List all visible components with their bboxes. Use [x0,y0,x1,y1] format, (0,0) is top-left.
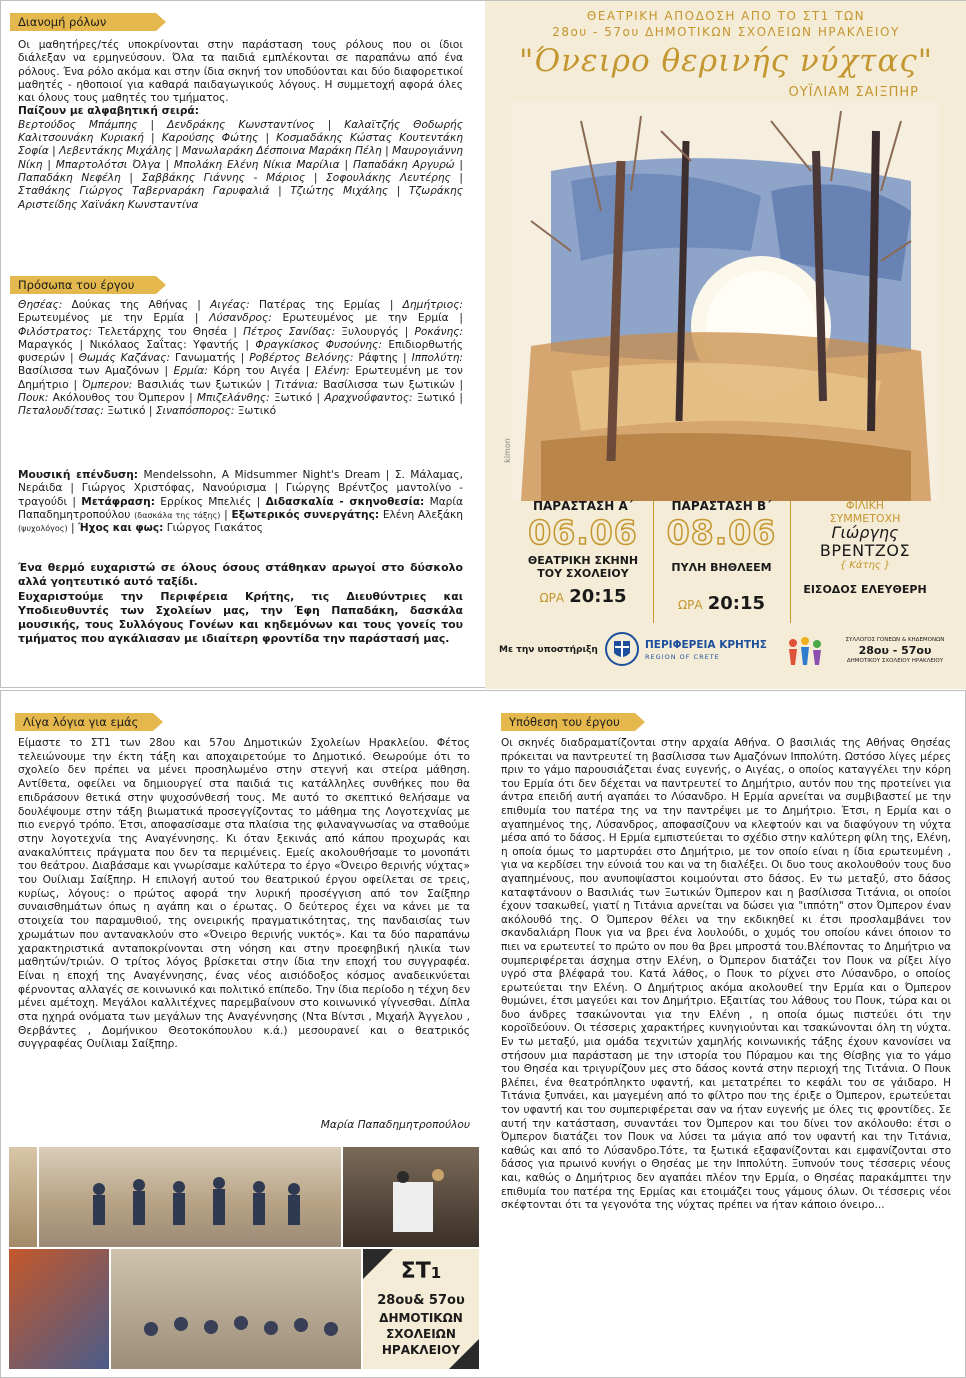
translation-label: Μετάφραση: [81,495,155,508]
about-text: Είμαστε το ΣΤ1 των 28ου και 57ου Δημοτικών Σχολείων Ηρακλείου. Φέτος τελειώνουμε την έκτη τάξη και αποχαιρετούμε το Δημοτικό. Θεωρούμε ότι το σχολείο δεν πρέπει να μένει προσηλωμένο στην στεγνή και στείρα μάθηση. Αντίθετα, οφείλει να δημιουργεί στα παιδιά τις κατάλληλες συνθήκες που θα επιδράσουν θετικά στην ψυχοσύνθεσή τους. Με αυτό το σκεπτικό θελήσαμε να δουλέψουμε στην τάξη βιωματικά προσεγγίζοντας το μάθημα της Λογοτεχνίας με πιο ενεργό τρόπο. Έτσι, αποφασίσαμε στα πλαίσια της φιλαναγνωσίας να σταθούμε στην λογοτεχνία της Αναγέννησης. Κι όταν ξεκινάς από κάπου προχωράς και ανακαλύπτεις πράγματα που δεν τα περιμένεις. Εμείς ακολουθήσαμε το μονοπάτι του θεάτρου. Διαβάσαμε και γνωρίσαμε καλύτερα το έργο «Όνειρο θερινής νύχτας» του Ουίλιαμ Σαίξπηρ. Η επιλογή αυτού του θεατρικού έργου οφείλεται σε τρεις, κυρίως, λόγους: ο πρώτος αφορά την λυρική προσέγγιση από τον Σαίξπηρ συναισθημάτων όπως η αγάπη και ο έρωτας. Ο δεύτερος έχει να κάνει με τα στοιχεία του παραμυθιού, της ονειρικής πραγματικότητας, της πανδαισίας των χρωμάτων που αντανακλούν στο «Όνειρο θερινής νυκτός». Και τα δύο παραπάνω χαρακτηριστικά ανταποκρίνονται στη νόηση και στην προεφηβική ηλικία των μαθητών/τριών. Ο τρίτος λόγος βρίσκεται στην ίδια την εποχή του συγγραφέα. Είναι η εποχή της Αναγέννησης, ένας νέος αισιόδοξος κόσμος αναδεικνύεται φέρνοντας αλλαγές σε κοινωνικό και πολιτικό επίπεδο. Την ίδια περίοδο η τέχνη δεν μένει αμέτοχη. Μεγάλοι καλλιτέχνες παρεμβαίνουν στο κοινωνικό γίγνεσθαι. Δίπλα στα ηχηρά ονόματα των μεγάλων της Αναγέννησης (Ντα Βίντσι , Μιχαήλ Άγγελου , Θερβάντες , Δομήνικου Θεοτοκόπουλου κ.ά.) μεσουρανεί και ο θεατρικός συγγραφέας Ουίλιαμ Σαίξπηρ. [18,737,470,1051]
free-entry: ΕΙΣΟΔΟΣ ΕΛΕΥΘΕΡΗ [803,583,927,596]
perf-a-time: 20:15 [569,586,627,607]
parents-association-logo [785,635,825,669]
roles-intro: Οι μαθητήρες/τές υποκρίνονται στην παράσταση τους ρόλους που οι ίδιοι διάλεξαν να ερμηνεύσουν. Όλα τα παιδιά εμπλέκονται σε παραπάνω από ένα ρόλους. Ένα ρόλο ακόμα και στην ίδια σκηνή τον υποδύονται και δύο διαφορετικοί μαθητές - ηθοποιοί για καθαρά παιδαγωγικούς λόγους. Η συμμετοχή αφορά όλες και όλους τους μαθητές του τμήματος. [18,39,463,105]
character-description: Γανωματής [174,352,236,365]
character-description: Επιδιορθωτής φυσερών [18,338,463,365]
character-description: Ερωτευμένος με την Ερμία [18,312,185,325]
photo-group-circle [111,1249,361,1369]
direction-note: (δασκάλα της τάξης) [134,510,221,520]
character-description: Κόρη του Αιγέα [213,365,301,378]
poster [485,1,966,689]
photo-reading [9,1249,109,1369]
badge-line-3: ΔΗΜΟΤΙΚΩΝ [379,1311,463,1325]
character-name: Πεταλουδίτσας: [18,405,108,418]
plot-text: Οι σκηνές διαδραματίζονται στην αρχαία Αθήνα. Ο βασιλιάς της Αθήνας Θησέας πρόκειται να παντρευτεί τη βασίλισσα των Αμαζόνων Ιππολύτη. Ωστόσο λίγες μέρες πριν το γάμο παρουσιάζεται ένας ευγενής, ο Αιγέας, ο οποίος καταγγέλει την κόρη του Ερμία ότι δεν δέχεται να παντρευτεί το Δημήτριο, αυτόν που της προτείνει για άντρα επειδή αυτή αγαπάει το Λύσανδρο. Η Ερμία αρνείται να συμβιβαστεί με την επιθυμία του πατέρα της να την παντρέψει με το Δημήτριο. Έτσι, η Ερμία και ο αγαπημένος της, Λύσανδρος, αποφασίζουν να κλεφτούν και να διαφύγουν τη νύχτα μέσα από το δάσος. Η Ερμία εμπιστεύεται το σχέδιο στην καλύτερη φίλη της, Ελένη, η οποία όμως το μαρτυράει στο Δημήτριο, με τον οποίο είναι η ίδια ερωτευμένη , για να κερδίσει την εύνοιά του και να τη διαλέξει. Οι δυο τους ακολουθούν τους δυο αγαπημένους, που ανυποψίαστοι κοιμούνται στο δάσος. Εν τω μεταξύ, στο δάσος καταφτάνουν ο Βασιλιάς των Ξωτικών Όμπερον και η βασίλισσα Τιτάνια, οι οποίοι έχουν τσακωθεί, γιατί η Τιτάνια αρνείται να δώσει για "ιππότη" στον Όμπερον έναν ακόλουθό της. Ο Όμπερον θέλει να την εκδικηθεί κι έτσι προσλαμβάνει τον σκανδαλιάρη Πουκ για να βρει ένα λουλούδι, ο χυμός του οποίου κάνει όποιον το πιει να ερωτευτεί το πρώτο ον που θα βρει μπροστά του.Βλέποντας το Δημήτριο να συμπεριφέρεται άσχημα στην Ελένη, ο Όμπερον διατάζει τον Πουκ να ρίξει λίγο υγρό στα βλέφαρά του. Κατά λάθος, ο Πουκ το ρίχνει στο Λύσανδρο, ο οποίος ερωτεύεται την Ελένη. Ο Δημήτριος ακόμα ακολουθεί την Ερμία και ο Όμπερον θυμώνει, έτσι μαγεύει και τον Δημήτριο. Εξαιτίας του λάθους του Πουκ, τώρα και οι δυο άνδρες τσακώνονται για την Ελένη , η οποία όμως πιστεύει ότι την κοροϊδεύουν. Οι τέσσερις χαρακτήρες κυνηγιούνται και τσακώνονται όλη τη νύχτα. Εν τω μεταξύ, μια ομάδα τεχνιτών χαμηλής κοινωνικής τάξης έχουν κανονίσει να στήσουν μια παράσταση με την ιστορία του Πύραμου και της Θίσβης για το γάμο του Θησέα και τριγυρίζουν μες στο δάσος κοντά στην περιοχή της Τιτάνια. Ο Πουκ βλέπει, ένα θεατρόπληκτο υφαντή, και μετατρέπει το κεφάλι του σε γάιδαρο. Η Τιτάνια ξυπνάει, και μαγεμένη από το φίλτρο που της έριξε ο Όμπερον, ερωτεύεται τον υφαντή και του συμπεριφέρεται σαν να ήταν ευγενής με όλες τις φροντίδες. Σε αυτή την κατάσταση, συναντάει τον Όμπερον και του δίνει τον ακόλουθο: έτσι ο Όμπερον διατάζει τον Πουκ να λύσει τα μάγια από τον υφαντή και την Τιτάνια, καθώς και από το Λύσανδρο.Τότε, τα ξωτικά εξαφανίζονται και εμφανίζονται στο δάσος για πρωινό κυνήγι ο Θησέας με την Ιππολύτη. Ξυπνούν τους τέσσερις νέους και, καθώς ο Δημήτριος δεν αγαπάει πλέον την Ερμία, ο Θησέας παρακάμπτει την επιθυμία του πατέρα της Ερμίας και ετοιμάζει τους γάμους όλων. Οι τέσσερις νέοι σκέφτονται ότι τα γεγονότα της νύχτας πρέπει να ήταν κάποιο όνειρο... [501,737,951,1212]
perf-a-venue-2: ΤΟΥ ΣΧΟΛΕΙΟΥ [537,567,629,580]
perf-a-time-label: ΩΡΑ [539,591,565,605]
perf-a-date: 06.06 [528,513,638,552]
guest-last-name: ΒΡΕΝΤΖΟΣ [819,541,911,560]
badge-line-5: ΗΡΑΚΛΕΙΟΥ [381,1343,461,1357]
thanks-1: Ένα θερμό ευχαριστώ σε όλους όσους στάθηκαν αρωγοί στο δύσκολο αλλά γοητευτικό αυτό ταξίδι. [18,561,463,589]
character-name: Ροκάνης: [414,325,463,338]
characters-list: Θησέας: Δούκας της Αθήνας | Αιγέας: Πατέρας της Ερμίας | Δημήτριος: Ερωτευμένος με την Ερμία | Λύσανδρος: Ερωτευμένος με την Ερμία | Φιλόστρατος: Τελετάρχης του Θησέα | Πέτρος Σανίδας: Ξυλουργός | Ροκάνης: Μαραγκός | Νικόλαος Σαΐτας: Υφαντής | Φραγκίσκος Φυσούνης: Επιδιορθωτής φυσερών | Θωμάς Καζάνας: Γανωματής | Ροβέρτος Βελόνης: Ράφτης | Ιππολύτη: Βασίλισσα των Αμαζόνων | Ερμία: Κόρη του Αιγέα | Ελένη: Ερωτευμένη με τον Δημήτριο | Όμπερον: Βασιλιάς των ξωτικών | Τιτάνια: Βασίλισσα των ξωτικών | Πουκ: Ακόλουθος του Όμπερον | Μπιζελάνθης: Ξωτικό | Αραχνοΰφαντος: Ξωτικό | Πεταλουδίτσας: Ξωτικό | Σιναπόσπορος: Ξωτικό [18,299,464,418]
character-name: Τιτάνια: [274,378,324,391]
page-back [0,690,966,1378]
character-description: Ξωτικό [273,392,313,405]
music-label: Μουσική επένδυση: [18,469,139,481]
character-description: Βασίλισσα των Αμαζόνων [18,365,159,378]
character-description: Ξυλουργός [341,325,399,338]
region-name: ΠΕΡΙΦΕΡΕΙΑ ΚΡΗΤΗΣ [645,639,767,651]
badge-schools: 28ου& 57ου [377,1293,465,1308]
character-name: Πέτρος Σανίδας: [243,325,342,338]
character-name: Μπιζελάνθης: [196,392,274,405]
character-description: Βασίλισσα των ξωτικών [323,378,455,391]
perf-b-date: 08.06 [666,513,777,552]
photo-collage [9,1147,479,1369]
badge-class: ΣΤ1 [400,1259,442,1284]
character-description: Ερωτευμένη με τον Δημήτριο [18,365,463,391]
character-name: Λύσανδρος: [209,312,283,325]
forest-moon-illustration [511,101,939,501]
character-name: Φιλόστρατος: [18,325,99,338]
character-name: Ιππολύτη: [411,352,464,365]
association-line-3: ΔΗΜΟΤΙΚΟΥ ΣΧΟΛΕΙΟΥ ΗΡΑΚΛΕΙΟΥ [846,658,944,664]
character-description: Μαραγκός | Νικόλαος Σαΐτας: Υφαντής [18,338,239,351]
character-description: Ξωτικό [237,405,277,418]
character-description: Τελετάρχης του Θησέα [98,325,228,338]
illustrator-signature: kimon [502,438,512,463]
character-name: Δημήτριος: [402,299,463,311]
about-header: Λίγα λόγια για εμάς [15,713,153,731]
association-line-2: 28ου - 57ου [858,644,932,657]
character-name: Φραγκίσκος Φυσούνης: [255,338,389,351]
about-author: Μαρία Παπαδημητροπούλου [320,1119,470,1131]
character-description: Ακόλουθος του Όμπερον [52,392,185,405]
direction-value: Μαρία Παπαδημητροπούλου [18,495,463,521]
characters-header: Πρόσωπα του έργου [10,276,156,294]
perf-a-label: ΠΑΡΑΣΤΑΣΗ Α΄ [532,499,634,513]
perf-a-venue-1: ΘΕΑΤΡΙΚΗ ΣΚΗΝΗ [527,554,639,567]
character-description: Ράφτης [358,352,399,365]
poster-subtitle-2: 28ου - 57ου ΔΗΜΟΤΙΚΩΝ ΣΧΟΛΕΙΩΝ ΗΡΑΚΛΕΙΟΥ [552,25,900,39]
poster-painting [511,101,939,501]
direction-label: Διδασκαλία - σκηνοθεσία: [265,495,425,508]
cast-label: Παίζουν με αλφαβητική σειρά: [18,105,199,118]
collab-label: Εξωτερικός συνεργάτης: [231,508,380,521]
photo-rehearsal [9,1147,37,1247]
poster-author: ΟΥΪΛΙΑΜ ΣΑΙΞΠΗΡ [788,85,919,100]
character-name: Αιγέας: [210,299,259,311]
badge-line-4: ΣΧΟΛΕΙΩΝ [386,1327,456,1341]
character-description: Βασιλιάς των ξωτικών [137,378,262,391]
character-description: Ξωτικό [416,392,456,405]
character-description: Ξωτικό [107,405,146,418]
credits-section: Μουσική επένδυση: Mendelssohn, A Midsummer Night's Dream | Σ. Μάλαμας, Νεράιδα | Γιώργος Χριστόφας, Νανούρισμα | Γιώργης Βρέντζος μαντολίνο - τραγούδι | Μετάφραση: Ερρίκος Μπελιές | Διδασκαλία - σκηνοθεσία: Μαρία Παπαδημητροπούλου (δασκάλα της τάξης) | Εξωτερικός συνεργάτης: Ελένη Αλεξάκη (ψυχολόγος) | Ήχος και φως: Γιώργος Γιακάτος [18,469,463,535]
guest-first-name: Γιώργης [831,523,899,542]
character-name: Όμπερον: [81,378,138,391]
collab-value: Ελένη Αλεξάκη [382,508,463,521]
greek-emblem-logo [605,629,639,669]
thanks-section [18,561,463,647]
character-description: Δούκας της Αθήνας [71,299,189,311]
character-name: Ελένη: [314,365,356,378]
sound-value: Γιώργος Γιακάτος [166,522,263,535]
photo-stage [343,1147,479,1247]
thanks-2: Ευχαριστούμε την Περιφέρεια Κρήτης, τις Διευθύντριες και Υποδιευθυντές των Σχολείων μας, την Έφη Παπαδάκη, δασκάλα μουσικής, τους Συλλόγους Γονέων και κηδεμόνων και τους γονείς του τμήματος που αγκάλιασαν με ιδιαίτερη φροντίδα την παράστασή μας. [18,589,463,646]
roles-section [18,39,463,212]
perf-b-label: ΠΑΡΑΣΤΑΣΗ Β΄ [671,499,772,513]
guest-appearance [790,499,940,596]
character-name: Θωμάς Καζάνας: [78,352,175,365]
association-line-1: ΣΥΛΛΟΓΟΣ ΓΟΝΕΩΝ & ΚΗΔΕΜΟΝΩΝ [845,637,945,643]
character-name: Πουκ: [18,392,53,405]
character-name: Σιναπόσπορος: [155,405,238,418]
sound-label: Ήχος και φως: [77,522,164,535]
guest-label-1: ΦΙΛΙΚΗ [845,499,885,512]
music-value: Mendelssohn, A Midsummer Night's Dream | Σ. Μάλαμας, Νεράιδα | Γιώργος Χριστόφας, Νανούρισμα | Γιώργης Βρέντζος μαντολίνο - τραγούδι | [18,469,463,508]
perf-b-venue: ΠΥΛΗ ΒΗΘΛΕΕΜ [671,561,772,574]
performance-b [653,499,790,614]
character-description: Πατέρας της Ερμίας [258,299,381,311]
plot-header: Υπόθεση του έργου [501,713,635,731]
translation-value: Ερρίκος Μπελιές | [160,495,261,508]
poster-subtitle-1: ΘΕΑΤΡΙΚΗ ΑΠΟΔΟΣΗ ΑΠΟ ΤΟ ΣΤ1 ΤΩΝ [586,9,866,23]
character-name: Αραχνοΰφαντος: [324,392,417,405]
region-name-en: REGION OF CRETE [645,653,720,661]
character-name: Ροβέρτος Βελόνης: [249,352,359,365]
guest-label-2: ΣΥΜΜΕΤΟΧΗ [829,512,901,525]
roles-header: Διανομή ρόλων [10,13,156,31]
perf-b-time-label: ΩΡΑ [677,598,703,612]
photo-class-rehearsal [39,1147,341,1247]
collab-note: (ψυχολόγος) [18,524,68,534]
performance-a [513,499,653,607]
character-name: Θησέας: [18,299,72,311]
cast-list: Βερτούδος Μπάμπης | Δενδράκης Κωνσταντίνος | Καλαϊτζής Θοδωρής Καλιτσουνάκη Κυριακή | Καρούσης Φώτης | Κοσμαδάκης Κώστας Κουτεντάκη Σοφία | Λεβεντάκης Μιχάλης | Μανωλαράκη Δέσποινα Μαράκη Πέλη | Μαυρογιάννη Νίκη | Μπαρτολότσι Όλγα | Μπολάκη Ελένη Νίκια Μαρίλια | Παπαδάκη Αργυρώ | Παπαδάκη Νεφέλη | Σαββάκης Γιάννης - Μάριος | Σοφουλάκης Λευτέρης | Σταθάκης Γιώργος Ταβερναράκη Γαρυφαλιά | Τζιώτης Μιχάλης | Τζωράκης Αριστείδης Χαϊνάκη Κωνσταντίνα [18,118,463,211]
support-label: Με την υποστήριξη [499,645,598,655]
page-front [0,0,966,688]
poster-title: "Όνειρο θερινής νύχτας" [518,43,934,79]
character-name: Ερμία: [173,365,214,378]
guest-nickname: { Κάτης } [839,560,891,571]
character-description: Ερωτευμένος με την Ερμία [282,312,449,325]
perf-b-time: 20:15 [707,593,765,614]
class-badge [363,1249,479,1369]
